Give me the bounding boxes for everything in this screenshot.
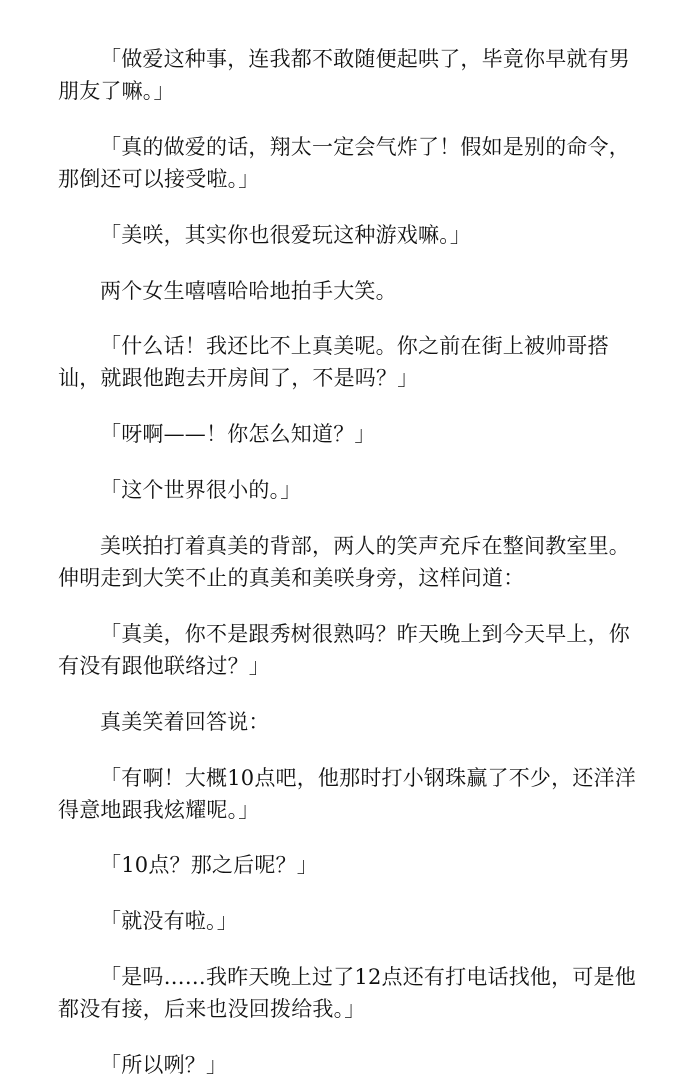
paragraph-13: 「就没有啦。」 <box>100 909 238 934</box>
paragraph-12: 「10点？那之后呢？」 <box>100 853 318 878</box>
paragraph-3: 「美咲，其实你也很爱玩这种游戏嘛。」 <box>100 222 472 247</box>
paragraph-15: 「所以咧？」 <box>100 1053 228 1078</box>
paragraph-9: 「真美，你不是跟秀树很熟吗？昨天晚上到今天早上，你有没有跟他联络过？」 <box>58 621 630 678</box>
paragraph-8: 美咲拍打着真美的背部，两人的笑声充斥在整间教室里。伸明走到大笑不止的真美和美咲身旁，这样问道： <box>58 534 630 590</box>
paragraph-2: 「真的做爱的话，翔太一定会气炸了！假如是别的命令，那倒还可以接受啦。」 <box>58 134 630 191</box>
paragraph-14: 「是吗……我昨天晚上过了12点还有打电话找他，可是他都没有接，后来也没回拨给我。」 <box>58 965 636 1022</box>
paragraph-11: 「有啊！大概10点吧，他那时打小钢珠赢了不少，还洋洋得意地跟我炫耀呢。」 <box>58 765 636 822</box>
paragraph-1: 「做爱这种事，连我都不敢随便起哄了，毕竟你早就有男朋友了嘛。」 <box>58 47 630 103</box>
paragraph-6: 「呀啊——！你怎么知道？」 <box>100 422 376 447</box>
paragraph-5: 「什么话！我还比不上真美呢。你之前在街上被帅哥搭讪，就跟他跑去开房间了，不是吗？」 <box>58 334 609 391</box>
paragraph-4: 两个女生嘻嘻哈哈地拍手大笑。 <box>100 278 397 303</box>
paragraph-7: 「这个世界很小的。」 <box>100 478 302 503</box>
paragraph-10: 真美笑着回答说： <box>100 709 270 734</box>
